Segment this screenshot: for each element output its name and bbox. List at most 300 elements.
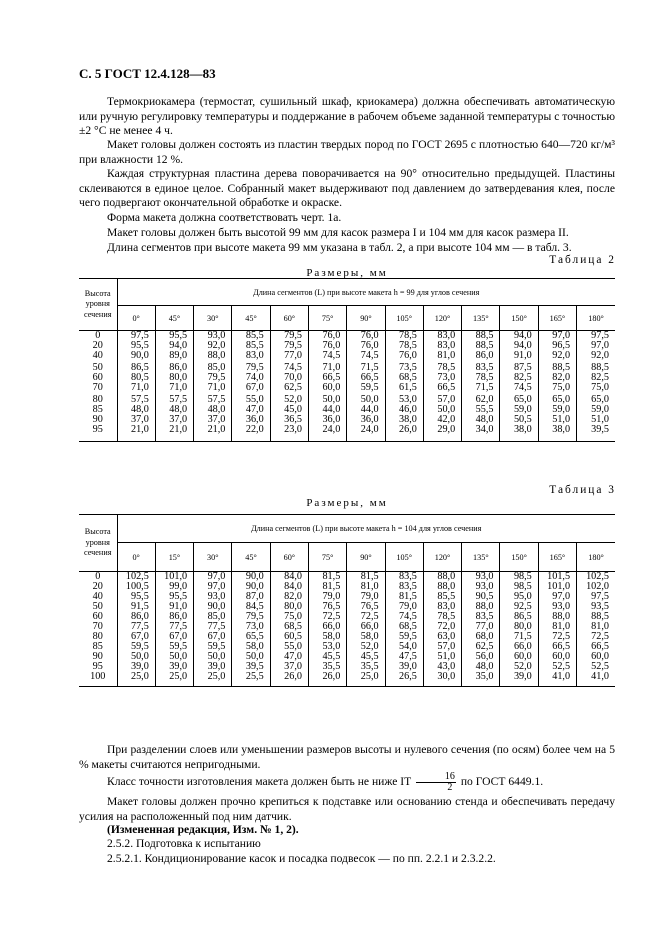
paragraph-plates: Макет головы должен состоять из пластин твердых пород по ГОСТ 2695 с плотностью 640—720 кг/м³ при влажности 12 %. [79,138,615,166]
table-row [79,425,615,435]
table3-value-cell: 92,5 [500,602,538,612]
table2-value-cell: 85,5 [232,331,270,342]
table2-value-cell: 77,0 [270,351,308,361]
table3-value-cell: 80,0 [500,622,538,632]
table3-value-cell: 100,5 [117,582,155,592]
table3-value-cell: 52,5 [538,662,576,672]
table3-value-cell: 83,5 [385,582,423,592]
table2-value-cell: 50,0 [308,395,346,405]
table3-value-cell: 90,0 [232,582,270,592]
table3-value-cell: 50,0 [194,652,232,662]
table2-value-cell: 97,5 [117,331,155,342]
table-row [79,662,615,672]
table3-angle-header: 120° [423,543,461,572]
table2-height-cell: 0 [95,330,101,341]
table2-value-cell: 82,0 [538,373,576,383]
table3-value-cell: 59,5 [155,642,193,652]
table2-value-cell: 59,5 [347,383,385,393]
table2-value-cell: 60,0 [308,383,346,393]
table2-value-cell: 89,0 [155,351,193,361]
table-row [79,405,615,415]
table2-value-cell: 21,0 [194,425,232,435]
table2-value-cell: 52,0 [270,395,308,405]
table3-value-cell: 72,0 [423,622,461,632]
table2-value-cell: 57,0 [423,395,461,405]
table3-value-cell: 47,0 [270,652,308,662]
table3-value-cell: 30,0 [423,672,461,682]
table3-value-cell: 97,0 [194,572,232,583]
table2-label: Таблица 2 [549,254,616,266]
table-row [79,672,615,682]
table2-value-cell: 74,5 [270,363,308,373]
table2-value-cell: 94,0 [500,331,538,342]
table3-value-cell: 58,0 [232,642,270,652]
table3-value-cell: 58,0 [347,632,385,642]
section-2-5-2-1: 2.5.2.1. Кондиционирование касок и посадка подвесок — по пп. 2.2.1 и 2.3.2.2. [107,852,496,865]
table3-value-cell: 91,0 [155,602,193,612]
table3-value-cell: 41,0 [577,672,615,682]
table3-value-cell: 83,5 [462,612,500,622]
table2-value-cell: 55,0 [232,395,270,405]
table2-value-cell: 92,0 [194,341,232,351]
section-2-5-2: 2.5.2. Подготовка к испытанию [107,837,261,850]
table3-value-cell: 35,0 [462,672,500,682]
table2-value-cell: 48,0 [462,415,500,425]
table2-height-cell: 85 [92,404,103,415]
table-row [79,592,615,602]
table3-height-cell: 80 [92,631,103,642]
table2-value-cell: 29,0 [423,425,461,435]
table2-value-cell: 51,0 [577,415,615,425]
table2-value-cell: 62,5 [270,383,308,393]
table2-value-cell: 66,5 [423,383,461,393]
table2-value-cell: 92,0 [538,351,576,361]
table3-value-cell: 102,5 [577,572,615,583]
table2-angle-header: 30° [194,306,232,331]
table2-value-cell: 70,0 [270,373,308,383]
table2-value-cell: 65,0 [538,395,576,405]
table3-value-cell: 79,0 [385,602,423,612]
table3-value-cell: 41,0 [538,672,576,682]
table2-value-cell: 79,5 [270,331,308,342]
table3-height-cell: 50 [92,601,103,612]
table2-value-cell: 76,0 [385,351,423,361]
table3-value-cell: 79,0 [308,592,346,602]
table3-value-cell: 85,5 [423,592,461,602]
table3-value-cell: 26,0 [270,672,308,682]
table3-angle-header: 150° [500,543,538,572]
table3-value-cell: 50,0 [232,652,270,662]
table3-value-cell: 98,5 [500,582,538,592]
table2-value-cell: 34,0 [462,425,500,435]
table3-value-cell: 58,0 [308,632,346,642]
table3-angle-header: 105° [385,543,423,572]
table2-value-cell: 59,0 [500,405,538,415]
table2-value-cell: 97,5 [577,331,615,342]
table2-value-cell: 48,0 [194,405,232,415]
table3-value-cell: 77,5 [194,622,232,632]
table3-value-cell: 50,0 [155,652,193,662]
table3-value-cell: 93,0 [462,572,500,583]
table2-value-cell: 76,0 [347,341,385,351]
table3-value-cell: 90,0 [194,602,232,612]
table3-value-cell: 76,5 [308,602,346,612]
table-row [79,373,615,383]
table3-value-cell: 91,5 [117,602,155,612]
table3-value-cell: 93,0 [194,592,232,602]
table2-value-cell: 44,0 [308,405,346,415]
table3-value-cell: 90,0 [232,572,270,583]
table2-value-cell: 36,5 [270,415,308,425]
table3-height-cell: 40 [92,591,103,602]
table3-value-cell: 93,0 [538,602,576,612]
paragraph-mounting: Макет головы должен прочно крепиться к подставке или основанию стенда и обеспечивать передачу усилия на расположенный под ним датчик. [79,795,615,823]
table2-height-cell: 95 [92,424,103,435]
table2-value-cell: 96,5 [538,341,576,351]
table2-value-cell: 71,0 [308,363,346,373]
table2-value-cell: 23,0 [270,425,308,435]
table3-value-cell: 80,0 [270,602,308,612]
table3-value-cell: 71,5 [500,632,538,642]
table2-value-cell: 24,0 [347,425,385,435]
table-row [79,612,615,622]
table3-value-cell: 95,0 [500,592,538,602]
table3-value-cell: 81,0 [577,622,615,632]
table3-value-cell: 72,5 [308,612,346,622]
table3-value-cell: 102,0 [577,582,615,592]
table2-value-cell: 73,5 [385,363,423,373]
table3-value-cell: 72,5 [577,632,615,642]
table2-value-cell: 74,0 [232,373,270,383]
table3-value-cell: 84,5 [232,602,270,612]
table3-value-cell: 88,0 [538,612,576,622]
table3-value-cell: 99,0 [155,582,193,592]
table3-value-cell: 97,0 [538,592,576,602]
group-spacer [79,682,615,686]
table2-value-cell: 86,5 [117,363,155,373]
table3-value-cell: 35,5 [308,662,346,672]
table3-value-cell: 56,0 [462,652,500,662]
table3-value-cell: 83,0 [423,602,461,612]
table2-value-cell: 37,0 [117,415,155,425]
table2-value-cell: 81,0 [423,351,461,361]
accuracy-text: Класс точности изготовления макета должен быть не ниже IT [107,775,412,789]
table3-angle-header: 0° [117,543,155,572]
table3-value-cell: 60,5 [270,632,308,642]
table2-value-cell: 50,0 [423,405,461,415]
table-row [79,415,615,425]
table-row [79,632,615,642]
table2-value-cell: 74,5 [500,383,538,393]
table-row [79,622,615,632]
table3-value-cell: 45,5 [308,652,346,662]
table3-value-cell: 25,0 [194,672,232,682]
table3-value-cell: 72,5 [347,612,385,622]
table3-value-cell: 77,0 [462,622,500,632]
table3-value-cell: 26,0 [308,672,346,682]
table-row [79,602,615,612]
table2-value-cell: 88,5 [462,341,500,351]
table3-value-cell: 73,0 [232,622,270,632]
accuracy-standard: по ГОСТ 6449.1. [460,775,544,789]
table2-value-cell: 50,0 [347,395,385,405]
table-row [79,363,615,373]
table-row [79,642,615,652]
table3-span-header: Длина сегментов (L) при высоте макета h = 104 для углов сечения [117,515,615,543]
table2-height-cell: 90 [92,414,103,425]
table3-value-cell: 67,0 [155,632,193,642]
table3-value-cell: 57,0 [423,642,461,652]
table3-value-cell: 87,0 [232,592,270,602]
table2-value-cell: 42,0 [423,415,461,425]
table2-value-cell: 91,0 [500,351,538,361]
table2-value-cell: 86,0 [462,351,500,361]
table3-value-cell: 84,0 [270,572,308,583]
table2-value-cell: 75,0 [538,383,576,393]
table2-value-cell: 83,5 [462,363,500,373]
table3-angle-header: 15° [155,543,193,572]
table2-height-cell: 70 [92,382,103,393]
table2-value-cell: 88,0 [194,351,232,361]
table3-value-cell: 93,0 [462,582,500,592]
table3-height-cell: 0 [95,571,101,582]
table3-value-cell: 78,5 [423,612,461,622]
table2-value-cell: 78,5 [423,363,461,373]
table3-value-cell: 45,5 [347,652,385,662]
fraction-denominator: 2 [447,782,453,793]
table3-value-cell: 75,0 [270,612,308,622]
table3-value-cell: 74,5 [385,612,423,622]
table2-height-cell: 40 [92,350,103,361]
table2-value-cell: 95,5 [155,331,193,342]
table2-value-cell: 85,5 [232,341,270,351]
table-3 [79,514,615,687]
table3-value-cell: 59,5 [194,642,232,652]
table2-value-cell: 73,0 [423,373,461,383]
table2-value-cell: 92,0 [577,351,615,361]
table3-value-cell: 60,0 [577,652,615,662]
table3-value-cell: 68,5 [270,622,308,632]
table2-value-cell: 90,0 [117,351,155,361]
table2-value-cell: 57,5 [155,395,193,405]
table2-value-cell: 47,0 [232,405,270,415]
page-header: С. 5 ГОСТ 12.4.128—83 [79,66,216,81]
table3-value-cell: 43,0 [423,662,461,672]
table3-angle-header: 135° [462,543,500,572]
table3-value-cell: 86,0 [155,612,193,622]
table2-value-cell: 83,0 [423,331,461,342]
table3-height-cell: 20 [92,581,103,592]
table2-caption: Размеры, мм [306,267,388,279]
table3-value-cell: 81,5 [308,572,346,583]
table3-value-cell: 66,5 [538,642,576,652]
table3-value-cell: 81,5 [347,572,385,583]
table2-angle-header: 45° [232,306,270,331]
paragraph-accuracy [79,772,615,793]
table3-value-cell: 81,0 [347,582,385,592]
table-row [79,341,615,351]
table3-value-cell: 82,0 [270,592,308,602]
table2-value-cell: 61,5 [385,383,423,393]
table3-value-cell: 81,5 [385,592,423,602]
table2-height-cell: 20 [92,340,103,351]
table2-value-cell: 38,0 [500,425,538,435]
fraction-numerator: 16 [416,772,456,783]
table2-value-cell: 88,5 [577,363,615,373]
table2-angle-header: 75° [308,306,346,331]
table2-value-cell: 95,5 [117,341,155,351]
table2-value-cell: 78,5 [385,341,423,351]
table3-height-cell: 100 [90,671,106,682]
table2-height-cell: 50 [92,362,103,373]
table2-value-cell: 66,5 [308,373,346,383]
table3-angle-header: 45° [232,543,270,572]
table2-value-cell: 71,5 [347,363,385,373]
table3-value-cell: 62,5 [462,642,500,652]
table2-value-cell: 57,5 [117,395,155,405]
table3-height-cell: 70 [92,621,103,632]
table2-value-cell: 80,0 [155,373,193,383]
table3-value-cell: 39,0 [155,662,193,672]
table2-value-cell: 66,5 [347,373,385,383]
table2-value-cell: 67,0 [232,383,270,393]
paragraph-defects: При разделении слоев или уменьшении размеров высоты и нулевого сечения (по осям) более чем на 5 % макеты считаются непригодными. [79,743,615,771]
group-spacer [79,435,615,441]
table3-value-cell: 48,0 [462,662,500,672]
table3-angle-header: 75° [308,543,346,572]
table2-angle-header: 90° [347,306,385,331]
paragraph-revision: (Измененная редакция, Изм. № 1, 2). [107,823,299,836]
table3-value-cell: 86,5 [500,612,538,622]
table2-value-cell: 38,0 [538,425,576,435]
table3-height-cell: 60 [92,611,103,622]
table2-value-cell: 79,5 [194,373,232,383]
table3-height-cell: 85 [92,641,103,652]
table2-angle-header: 120° [423,306,461,331]
table2-value-cell: 82,5 [500,373,538,383]
table3-value-cell: 101,5 [538,572,576,583]
table2-value-cell: 59,0 [577,405,615,415]
table3-value-cell: 93,5 [577,602,615,612]
table3-value-cell: 39,5 [232,662,270,672]
table2-value-cell: 51,0 [538,415,576,425]
table3-value-cell: 25,0 [117,672,155,682]
paragraph-shape: Форма макета должна соответствовать черт. 1а. [107,211,342,224]
table2-angle-header: 60° [270,306,308,331]
table3-value-cell: 51,0 [423,652,461,662]
table3-height-header: Высота уровня сечения [79,515,117,572]
table2-value-cell: 74,5 [347,351,385,361]
table-row [79,331,615,342]
table2-value-cell: 50,5 [500,415,538,425]
table3-label: Таблица 3 [549,484,616,496]
table2-value-cell: 75,0 [577,383,615,393]
table2-value-cell: 36,0 [308,415,346,425]
table3-value-cell: 52,5 [577,662,615,672]
table3-value-cell: 97,0 [194,582,232,592]
table2-height-header: Высота уровня сечения [79,279,117,331]
table3-value-cell: 52,0 [347,642,385,652]
table3-value-cell: 37,0 [270,662,308,672]
table3-value-cell: 83,5 [385,572,423,583]
table3-value-cell: 66,0 [500,642,538,652]
table3-value-cell: 68,0 [462,632,500,642]
table3-height-cell: 90 [92,651,103,662]
table3-value-cell: 50,0 [117,652,155,662]
table2-angle-header: 45° [155,306,193,331]
table3-value-cell: 76,5 [347,602,385,612]
table3-caption: Размеры, мм [306,497,388,509]
table2-value-cell: 36,0 [232,415,270,425]
table3-value-cell: 102,5 [117,572,155,583]
table2-value-cell: 71,5 [462,383,500,393]
table3-value-cell: 88,5 [577,612,615,622]
table3-value-cell: 81,5 [308,582,346,592]
table2-value-cell: 21,0 [117,425,155,435]
table2-value-cell: 79,5 [232,363,270,373]
table3-value-cell: 101,0 [538,582,576,592]
table2-angle-header: 150° [500,306,538,331]
table2-height-cell: 80 [92,394,103,405]
table3-value-cell: 95,5 [155,592,193,602]
table3-angle-header: 180° [577,543,615,572]
table2-value-cell: 76,0 [347,331,385,342]
table2-angle-header: 105° [385,306,423,331]
table2-span-header: Длина сегментов (L) при высоте макета h = 99 для углов сечения [117,279,615,306]
table2-value-cell: 55,5 [462,405,500,415]
table3-value-cell: 59,5 [117,642,155,652]
table3-value-cell: 79,0 [347,592,385,602]
table3-value-cell: 66,5 [577,642,615,652]
table-row [79,383,615,393]
table2-value-cell: 88,5 [462,331,500,342]
table3-value-cell: 60,0 [538,652,576,662]
table2-value-cell: 24,0 [308,425,346,435]
table3-height-cell: 95 [92,661,103,672]
table3-value-cell: 81,0 [538,622,576,632]
table2-value-cell: 45,0 [270,405,308,415]
table-row [79,395,615,405]
table3-value-cell: 95,5 [117,592,155,602]
table2-value-cell: 53,0 [385,395,423,405]
table2-value-cell: 68,5 [385,373,423,383]
table3-value-cell: 67,0 [117,632,155,642]
table2-value-cell: 48,0 [117,405,155,415]
table3-value-cell: 101,0 [155,572,193,583]
table3-value-cell: 55,0 [270,642,308,652]
table2-angle-header: 135° [462,306,500,331]
table2-value-cell: 93,0 [194,331,232,342]
table2-value-cell: 44,0 [347,405,385,415]
table3-value-cell: 77,5 [117,622,155,632]
table2-value-cell: 26,0 [385,425,423,435]
paragraph-rotation: Каждая структурная пластина дерева поворачивается на 90° относительно предыдущей. Пластины склеиваются в единое целое. Собранный макет выдерживают под давлением до затвердевания клея, после чего подвергают окончательной обработке и окраске. [79,167,615,210]
table-row [79,652,615,662]
table2-value-cell: 82,5 [577,373,615,383]
table2-value-cell: 65,0 [500,395,538,405]
table3-value-cell: 86,0 [117,612,155,622]
table2-value-cell: 37,0 [155,415,193,425]
table2-value-cell: 48,0 [155,405,193,415]
table2-value-cell: 85,0 [194,363,232,373]
table2-value-cell: 36,0 [347,415,385,425]
table2-angle-header: 165° [538,306,576,331]
table2-value-cell: 78,5 [385,331,423,342]
table2-value-cell: 37,0 [194,415,232,425]
table2-value-cell: 74,5 [308,351,346,361]
table2-value-cell: 76,0 [308,331,346,342]
table3-value-cell: 79,5 [232,612,270,622]
